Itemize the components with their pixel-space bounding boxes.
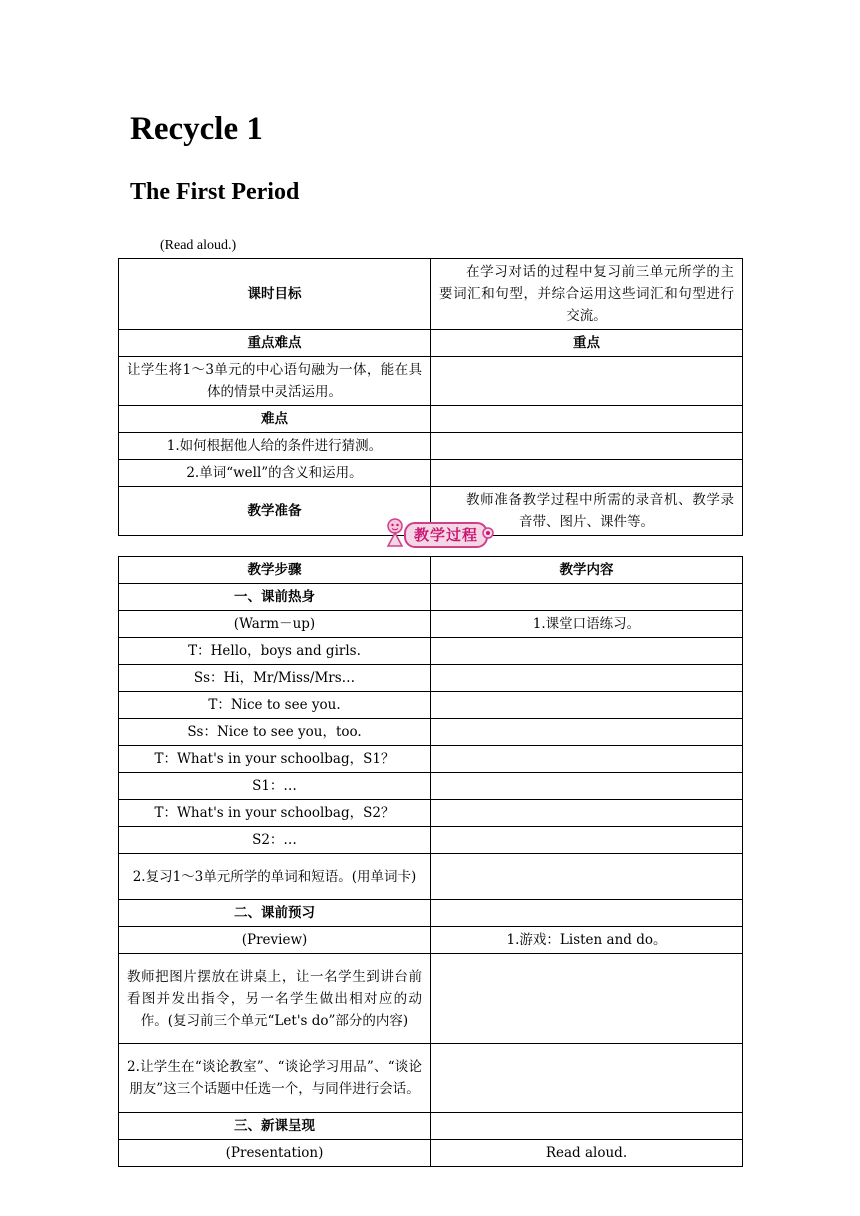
table-cell: [431, 900, 743, 927]
table-row: [119, 406, 743, 433]
mascot-icon: [384, 518, 406, 548]
table-row: [119, 665, 743, 692]
table-cell: 三、新课呈现: [119, 1113, 431, 1140]
table-cell: [431, 406, 743, 433]
table-row: [119, 1140, 743, 1167]
table-row: [119, 800, 743, 827]
table-cell: [431, 460, 743, 487]
table-cell: S1：…: [119, 773, 431, 800]
table-cell: T：What's in your schoolbag，S2？: [119, 800, 431, 827]
table-row: [119, 638, 743, 665]
table-cell: (Presentation): [119, 1140, 431, 1167]
table-row: [119, 854, 743, 900]
table-cell: 重点: [431, 330, 743, 357]
table-cell: 课时目标: [119, 259, 431, 330]
table-cell: [431, 746, 743, 773]
table-cell: 在学习对话的过程中复习前三单元所学的主要词汇和句型，并综合运用这些词汇和句型进行交流。: [431, 259, 743, 330]
table-row: [119, 927, 743, 954]
table-cell: [431, 954, 743, 1044]
page-title: Recycle 1: [130, 111, 263, 147]
table-cell: 二、课前预习: [119, 900, 431, 927]
table-row: [119, 460, 743, 487]
table-cell: (Preview): [119, 927, 431, 954]
table-cell: 让学生将1～3单元的中心语句融为一体，能在具体的情景中灵活运用。: [119, 357, 431, 406]
lesson-goals-table: [118, 258, 743, 536]
banner-label: 教学过程: [404, 522, 488, 548]
table-cell: 一、课前热身: [119, 584, 431, 611]
table-cell: 教师准备教学过程中所需的录音机、教学录音带、图片、课件等。: [431, 487, 743, 536]
table-cell: 2.单词“well”的含义和运用。: [119, 460, 431, 487]
table-cell: [431, 1044, 743, 1113]
table-row: [119, 357, 743, 406]
table-cell: 2.让学生在“谈论教室”、“谈论学习用品”、“谈论朋友”这三个话题中任选一个，与同伴进行会话。: [119, 1044, 431, 1113]
table-row: [119, 433, 743, 460]
table-row: [119, 719, 743, 746]
table-cell: [431, 1113, 743, 1140]
table-cell: 教学步骤: [119, 557, 431, 584]
table-cell: [431, 357, 743, 406]
table-cell: [431, 433, 743, 460]
table-cell: 难点: [119, 406, 431, 433]
table-cell: [431, 584, 743, 611]
table-cell: T：What's in your schoolbag，S1？: [119, 746, 431, 773]
table-cell: [431, 719, 743, 746]
table-cell: 教学内容: [431, 557, 743, 584]
table-cell: [431, 665, 743, 692]
table-row: [119, 557, 743, 584]
table-row: [119, 773, 743, 800]
table-cell: [431, 638, 743, 665]
table-cell: T：Hello，boys and girls.: [119, 638, 431, 665]
teaching-process-banner: [382, 516, 506, 550]
table-cell: 2.复习1～3单元所学的单词和短语。(用单词卡): [119, 854, 431, 900]
table-cell: [431, 692, 743, 719]
table-row: [119, 1113, 743, 1140]
table-cell: 重点难点: [119, 330, 431, 357]
lesson-note: (Read aloud.): [160, 238, 237, 253]
table-row: [119, 954, 743, 1044]
table-cell: (Warm－up): [119, 611, 431, 638]
table-cell: [431, 827, 743, 854]
table-cell: 教学准备: [119, 487, 431, 536]
table-row: [119, 900, 743, 927]
table-cell: S2：…: [119, 827, 431, 854]
table-cell: 1.游戏：Listen and do。: [431, 927, 743, 954]
table-cell: [431, 800, 743, 827]
table-row: [119, 1044, 743, 1113]
table-cell: 1.课堂口语练习。: [431, 611, 743, 638]
table-row: [119, 259, 743, 330]
teaching-steps-table: [118, 556, 743, 1167]
table-row: [119, 584, 743, 611]
table-row: [119, 330, 743, 357]
flower-icon: [482, 527, 494, 539]
table-cell: Read aloud.: [431, 1140, 743, 1167]
table-cell: 教师把图片摆放在讲桌上，让一名学生到讲台前看图并发出指令，另一名学生做出相对应的动作。(复习前三个单元“Let's do”部分的内容): [119, 954, 431, 1044]
table-row: [119, 827, 743, 854]
table-row: [119, 611, 743, 638]
table-cell: [431, 773, 743, 800]
table-row: [119, 746, 743, 773]
table-row: [119, 692, 743, 719]
table-cell: Ss：Hi，Mr/Miss/Mrs…: [119, 665, 431, 692]
period-subtitle: The First Period: [130, 179, 300, 205]
table-cell: T：Nice to see you.: [119, 692, 431, 719]
table-cell: 1.如何根据他人给的条件进行猜测。: [119, 433, 431, 460]
table-cell: [431, 854, 743, 900]
table-cell: Ss：Nice to see you，too.: [119, 719, 431, 746]
